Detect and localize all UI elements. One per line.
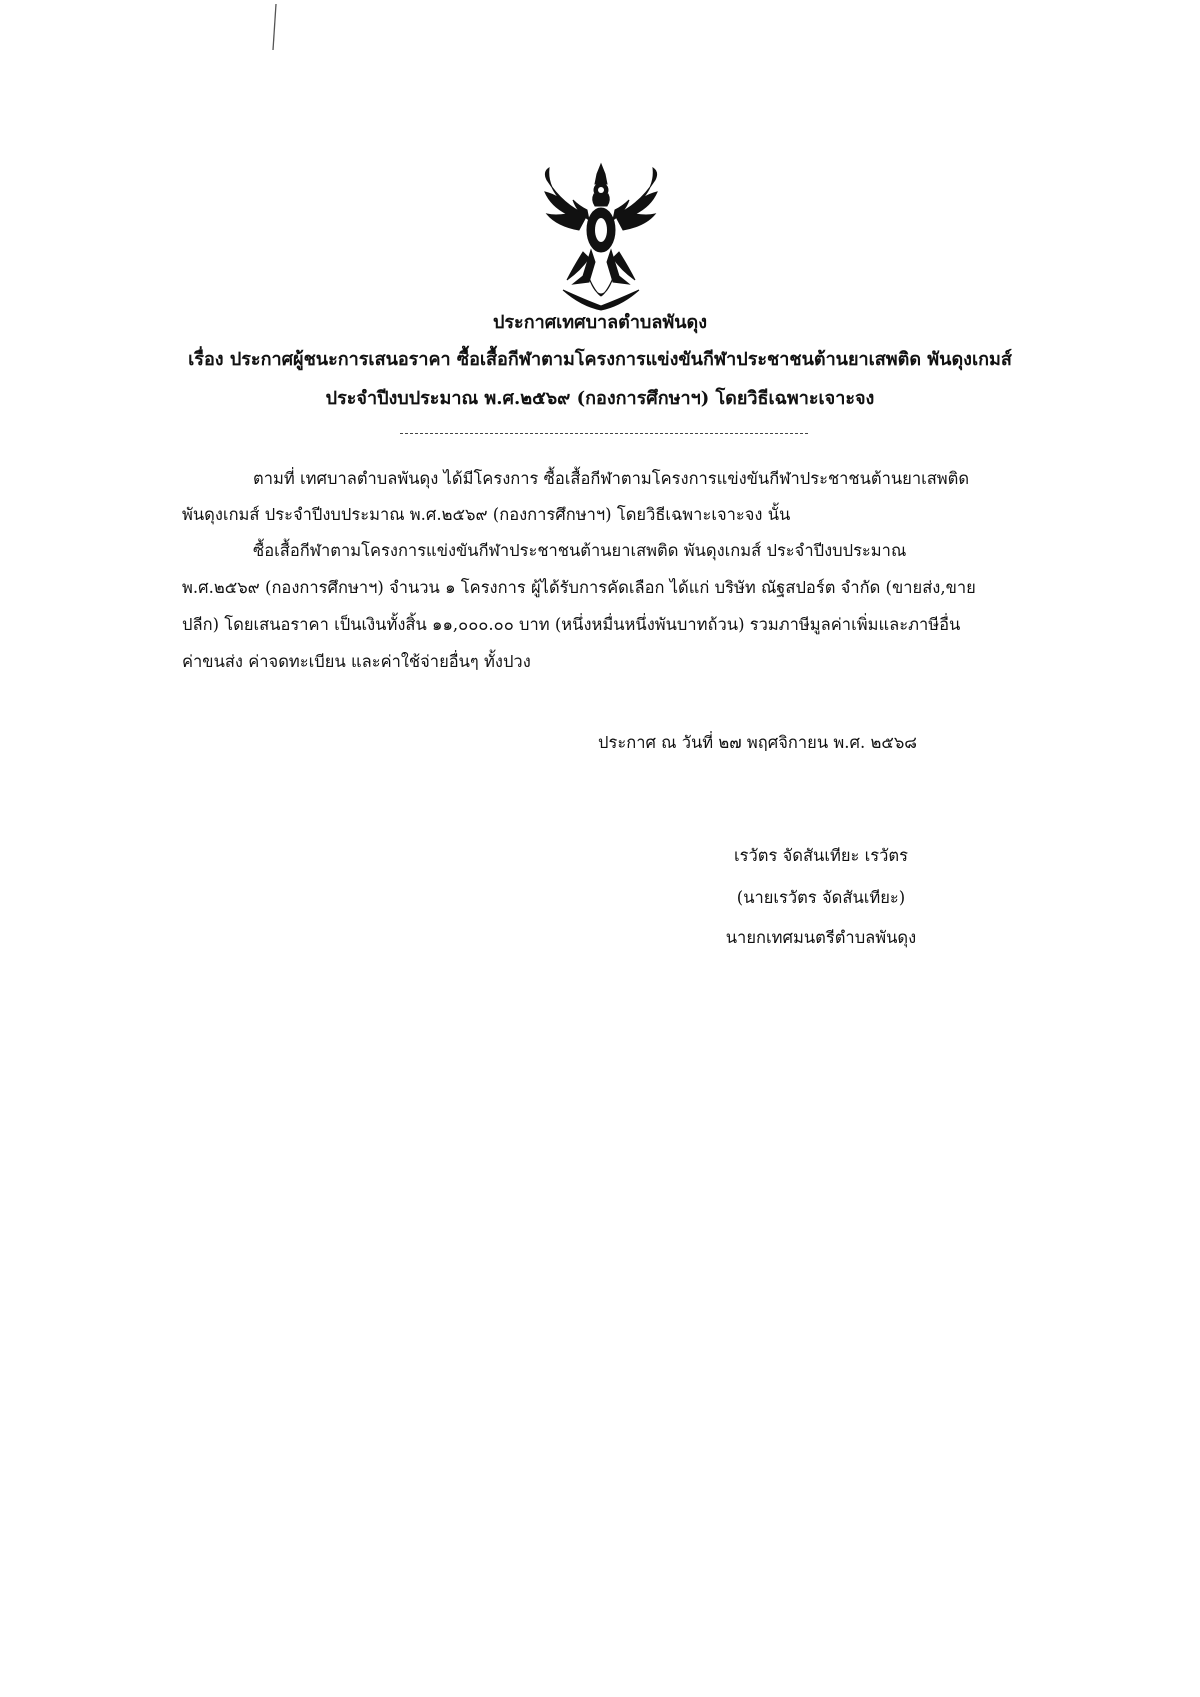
para1-line: พันดุงเกมส์ ประจำปีงบประมาณ พ.ศ.๒๕๖๙ (กองการศึกษาฯ) โดยวิธีเฉพาะเจาะจง นั้น: [182, 505, 791, 524]
subject-line-2: ประจำปีงบประมาณ พ.ศ.๒๕๖๙ (กองการศึกษาฯ) โดยวิธีเฉพาะเจาะจง: [325, 388, 875, 409]
org-title: ประกาศเทศบาลตำบลพันดุง: [492, 312, 708, 333]
para2-line: ซื้อเสื้อกีฬาตามโครงการแข่งขันกีฬาประชาชนต้านยาเสพติด พันดุงเกมส์ ประจำปีงบประมาณ: [253, 541, 907, 560]
para1-line: ตามที่ เทศบาลตำบลพันดุง ได้มีโครงการ ซื้อเสื้อกีฬาตามโครงการแข่งขันกีฬาประชาชนต้านยาเสพติด: [253, 469, 970, 488]
scan-mark: [0, 0, 300, 60]
signature: เรวัตร จัดสันเทียะ เรวัตร: [734, 846, 908, 865]
signer-printed-name: (นายเรวัตร จัดสันเทียะ): [736, 888, 906, 907]
signer-position: นายกเทศมนตรีตำบลพันดุง: [725, 928, 917, 947]
garuda-emblem-icon: [533, 160, 669, 312]
para2-line: ค่าขนส่ง ค่าจดทะเบียน และค่าใช้จ่ายอื่นๆ ทั้งปวง: [182, 652, 531, 671]
dashed-divider: [400, 433, 808, 434]
subject-line: เรื่อง ประกาศผู้ชนะการเสนอราคา ซื้อเสื้อกีฬาตามโครงการแข่งขันกีฬาประชาชนต้านยาเสพติด พันดุงเกมส์: [188, 349, 1012, 370]
para2-line: ปลีก) โดยเสนอราคา เป็นเงินทั้งสิ้น ๑๑,๐๐๐.๐๐ บาท (หนึ่งหมื่นหนึ่งพันบาทถ้วน) รวมภาษีมูลค่าเพิ่มและภาษีอื่น: [182, 615, 961, 634]
para2-line: พ.ศ.๒๕๖๙ (กองการศึกษาฯ) จำนวน ๑ โครงการ ผู้ได้รับการคัดเลือก ได้แก่ บริษัท ณัฐสปอร์ต จำกัด (ขายส่ง,ขาย: [182, 578, 976, 597]
announcement-date: ประกาศ ณ วันที่ ๒๗ พฤศจิกายน พ.ศ. ๒๕๖๘: [598, 733, 918, 752]
